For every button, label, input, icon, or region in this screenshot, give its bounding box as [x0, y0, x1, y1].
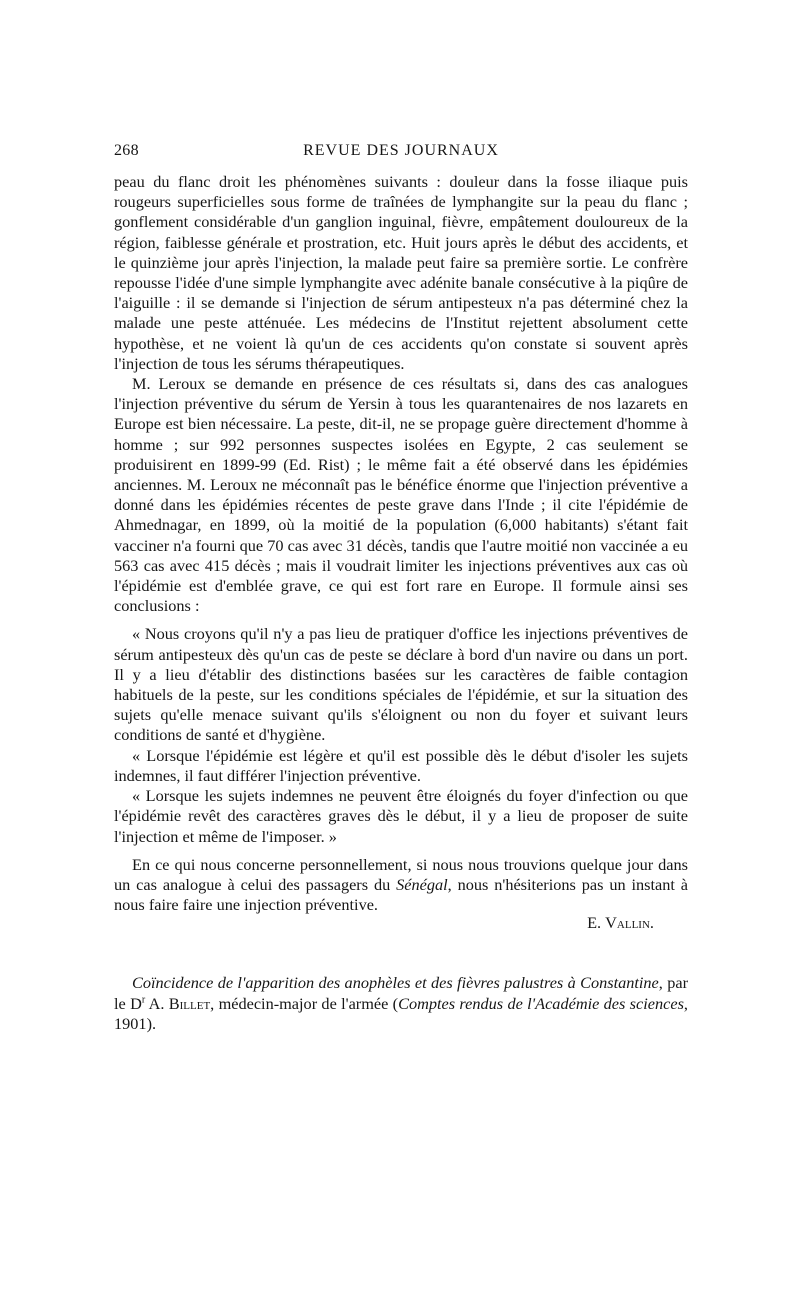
quote-paragraph: « Lorsque les sujets indemnes ne peuvent être éloignés du foyer d'infection ou que l'épidémie revêt des caractères graves dès le début, il y a lieu de proposer de suite l'injection et même de l'imposer. » — [114, 786, 688, 846]
signature-name: Vallin. — [605, 913, 654, 933]
next-article-heading — [114, 973, 688, 1034]
quote-paragraph: « Lorsque l'épidémie est légère et qu'il est possible dès le début d'isoler les sujets indemnes, il faut différer l'injection préventive. — [114, 745, 688, 785]
ship-name: Sénégal — [396, 874, 448, 894]
title-abbrev-sup: r — [141, 994, 146, 1006]
byline: , par le D — [114, 973, 688, 1013]
source-title: Comptes rendus de l'Académie des sciences — [398, 993, 684, 1013]
quoted-conclusions — [114, 624, 688, 846]
closing-paragraph — [114, 855, 688, 916]
running-head: REVUE DES JOURNAUX — [303, 142, 499, 159]
signature-initial: E. — [587, 913, 606, 933]
author-signature — [114, 913, 688, 933]
article-title: Coïncidence de l'apparition des anophèles et des fièvres palustres à Constantine — [132, 973, 659, 993]
author-initial: A. — [145, 993, 169, 1013]
article-body — [114, 172, 688, 933]
source-year: , 1901). — [114, 993, 688, 1033]
paragraph: M. Leroux se demande en présence de ces résultats si, dans des cas analogues l'injection préventive du sérum de Yersin à tous les quarantenaires de nos lazarets en Europe est bien nécessaire. La peste, dit-il, ne se propage guère directement d'homme à homme ; sur 992 personnes suspectes isolées en Egypte, 2 cas seulement se produisirent en 1899-99 (Ed. Rist) ; le même fait a été observé dans les épidémies anciennes. M. Leroux ne méconnaît pas le bénéfice énorme que l'injection préventive a donné dans les épidémies récentes de peste grave dans l'Inde ; il cite l'épidémie de Ahmednagar, en 1899, où la moitié de la population (6,000 habitants) s'étant fait vacciner n'a fourni que 70 cas avec 31 décès, tandis que l'autre moitié non vaccinée a eu 563 cas avec 415 décès ; mais il voudrait limiter les injections préventives aux cas où l'épidémie est d'emblée grave, ce qui est fort rare en Europe. Il formule ainsi ses conclusions : — [114, 374, 688, 616]
closing-text: En ce qui nous concerne personnellement, si nous nous trouvions quelque jour dans un cas analogue à celui des passagers du — [114, 854, 688, 894]
paragraph: peau du flanc droit les phénomènes suivants : douleur dans la fosse iliaque puis rougeurs superficielles sous forme de traînées de lymphangite sur la peau du flanc ; gonflement considérable d'un ganglion inguinal, fièvre, empâtement douloureux de la région, faiblesse générale et prostration, etc. Huit jours après le début des accidents, et le quinzième jour après l'injection, la malade peut faire sa première sortie. Le confrère repousse l'idée d'une simple lymphangite avec adénite banale consécutive à la piqûre de l'aiguille : il se demande si l'injection de sérum antipesteux n'a pas déterminé chez la malade une peste atténuée. Les médecins de l'Institut rejettent absolument cette hypothèse, et ne voient là qu'un de ces accidents qu'on constate si souvent après l'injection de tous les sérums thérapeutiques. — [114, 172, 688, 373]
journal-page — [114, 142, 688, 1034]
closing-text-end: , nous n'hésiterions pas un instant à nous faire faire une injection préventive. — [114, 874, 688, 915]
next-article-entry — [114, 973, 688, 1034]
page-number: 268 — [114, 142, 139, 159]
quote-paragraph: « Nous croyons qu'il n'y a pas lieu de pratiquer d'office les injections préventives de sérum antipesteux dès qu'un cas de peste se déclare à bord d'un navire ou dans un port. Il y a lieu d'établir des distinctions basées sur les caractères de faible contagion habituels de la peste, sur les conditions spéciales de l'épidémie, et sur la situation des sujets qu'elle menace suivant qu'ils s'éloignent ou non du foyer et suivant leurs conditions de santé et d'hygiène. — [114, 624, 688, 745]
affiliation: , médecin-major de l'armée ( — [210, 993, 399, 1013]
page-header — [114, 142, 688, 168]
author-name: Billet — [168, 993, 211, 1013]
